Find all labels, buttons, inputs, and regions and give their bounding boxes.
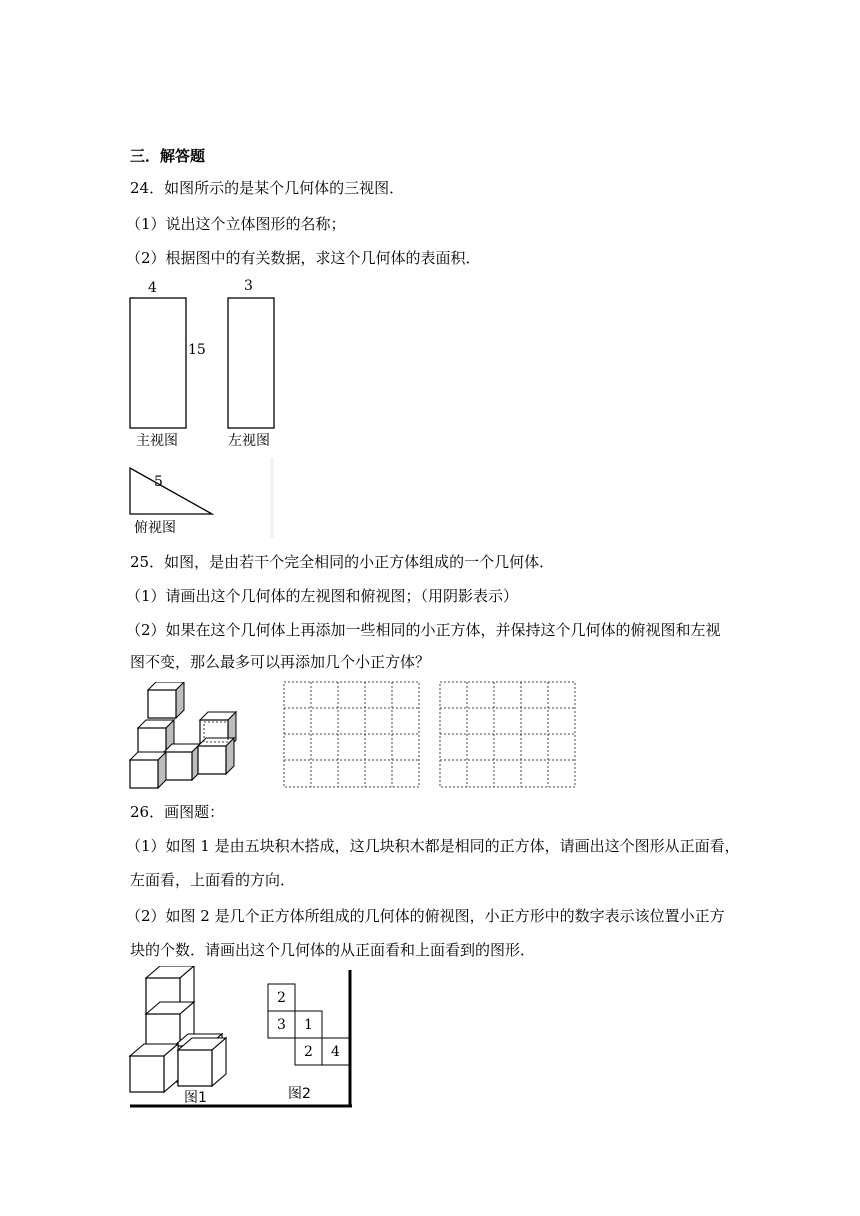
front-width-label: 4 (148, 280, 157, 296)
front-view-label: 主视图 (136, 433, 178, 449)
q25-left-view-grid[interactable] (283, 681, 421, 789)
q25-part1: （1）请画出这个几何体的左视图和俯视图；（用阴影表示） (126, 587, 519, 605)
grid-1-drawing (283, 681, 421, 789)
grid-cell-number: 1 (304, 1017, 313, 1033)
left-view-label: 左视图 (228, 433, 270, 449)
q24-views-drawing (126, 278, 286, 538)
left-width-label: 3 (244, 278, 253, 294)
q24-stem: 24．如图所示的是某个几何体的三视图． (130, 179, 405, 197)
q25-part2-line2: 图不变，那么最多可以再添加几个小正方体？ (130, 653, 431, 671)
fig1-label: 图1 (184, 1090, 207, 1106)
grid-cell-number: 4 (331, 1044, 340, 1060)
fig2-label: 图2 (288, 1086, 311, 1102)
grid-cell-number: 2 (304, 1044, 313, 1060)
q26-part1-line1: （1）如图 1 是由五块积木搭成，这几块积木都是相同的正方体，请画出这个图形从正面看， (126, 837, 740, 855)
section-title: 三．解答题 (130, 147, 206, 165)
top-hyp-label: 5 (154, 474, 163, 490)
grid-cell-number: 2 (277, 990, 286, 1006)
q26-stem: 26．画图题： (130, 803, 225, 821)
q24-part2: （2）根据图中的有关数据，求这个几何体的表面积． (126, 249, 481, 267)
q25-cubes-drawing (126, 682, 244, 792)
q25-part2-line1: （2）如果在这个几何体上再添加一些相同的小正方体，并保持这个几何体的俯视图和左视 (126, 621, 721, 639)
grid-cell-number: 3 (277, 1017, 286, 1033)
q26-fig1-drawing (128, 966, 354, 1112)
q26-part2-line1: （2）如图 2 是几个正方体所组成的几何体的俯视图，小正方形中的数字表示该位置小正方 (126, 907, 725, 925)
q25-cubes-figure (126, 682, 244, 792)
q25-top-view-grid[interactable] (439, 681, 577, 789)
q24-part1: （1）说出这个立体图形的名称； (126, 215, 346, 233)
front-height-label: 15 (188, 342, 206, 358)
q25-stem: 25．如图，是由若干个完全相同的小正方体组成的一个几何体． (130, 553, 555, 571)
q26-part2-line2: 块的个数．请画出这个几何体的从正面看和上面看到的图形． (130, 941, 536, 959)
grid-2-drawing (439, 681, 577, 789)
q26-figures (128, 966, 354, 1112)
top-view-label: 俯视图 (134, 520, 176, 536)
q24-three-views-figure (126, 278, 286, 538)
q26-part1-line2: 左面看，上面看的方向． (130, 871, 296, 889)
